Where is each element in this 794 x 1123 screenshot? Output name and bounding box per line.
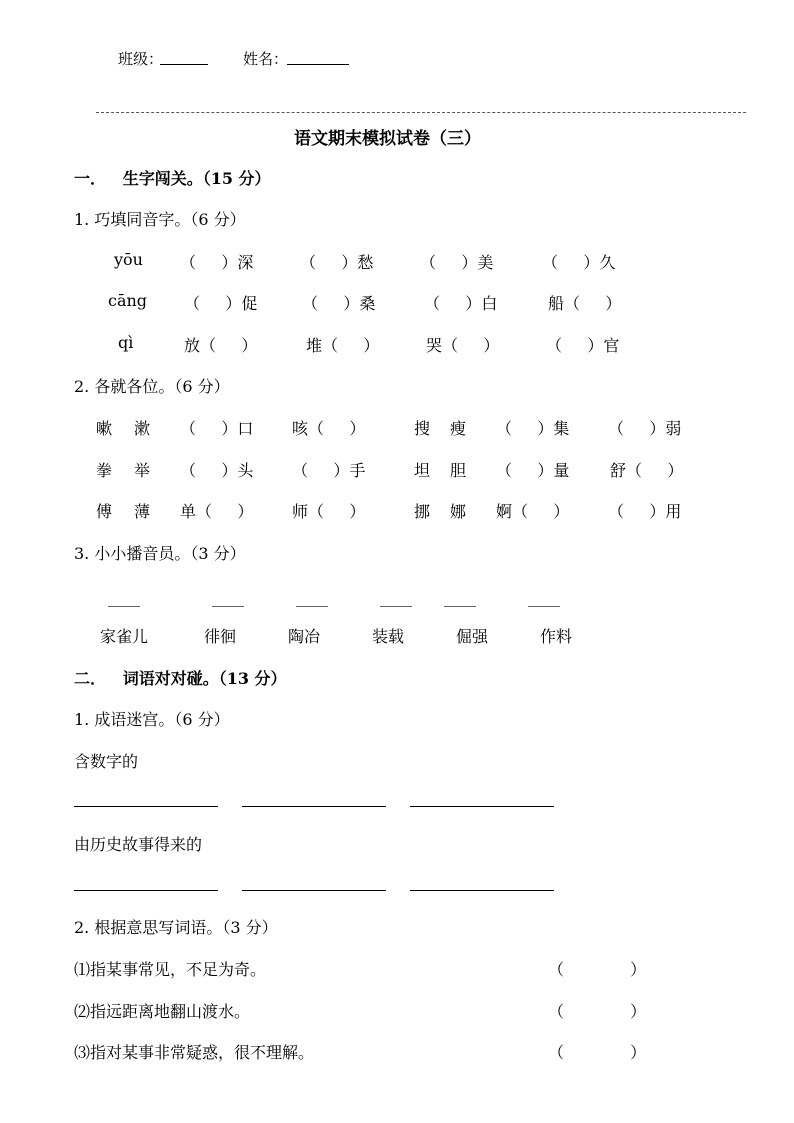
q1-cell[interactable]: 堆（ ） [306, 336, 380, 355]
class-label: 班级： [118, 50, 164, 68]
q2-char: 漱 [134, 419, 151, 438]
pinyin-blank[interactable]: ____ [212, 588, 244, 607]
idiom-answer-line[interactable] [410, 806, 554, 807]
q2-cell[interactable]: 舒（ ） [610, 461, 684, 480]
pinyin-cang: cāng [108, 291, 148, 310]
q2-heading: 2. 各就各位。（6 分） [74, 377, 230, 396]
s2-q2-heading: 2. 根据意思写词语。（3 分） [74, 918, 278, 937]
q2-char: 坦 [414, 461, 431, 480]
q3-word: 作料 [540, 627, 573, 646]
name-blank[interactable] [287, 64, 349, 65]
q2-char: 胆 [450, 461, 467, 480]
pinyin-blank[interactable]: ____ [108, 588, 140, 607]
section2-heading: 二． 词语对对碰。（13 分） [74, 669, 287, 688]
s2-q1-heading: 1. 成语迷宫。（6 分） [74, 710, 230, 729]
q2-char: 挪 [414, 502, 431, 521]
pinyin-blank[interactable]: ____ [380, 588, 412, 607]
q2-cell[interactable]: 咳（ ） [292, 419, 366, 438]
q2-char: 娜 [450, 502, 467, 521]
q1-cell[interactable]: 船（ ） [548, 294, 622, 313]
idiom-answer-line[interactable] [242, 806, 386, 807]
q2-char: 嗽 [96, 419, 113, 438]
q1-cell[interactable]: （ ）白 [424, 294, 498, 313]
q1-cell[interactable]: 放（ ） [184, 336, 258, 355]
answer-paren[interactable]: （ ） [548, 960, 647, 979]
q2-char: 薄 [134, 502, 151, 521]
q2-char: 拳 [96, 461, 113, 480]
q2-char: 傅 [96, 502, 113, 521]
class-blank[interactable] [160, 64, 208, 65]
answer-paren[interactable]: （ ） [548, 1002, 647, 1021]
idiom-answer-line[interactable] [242, 890, 386, 891]
q1-cell[interactable]: （ ）深 [180, 253, 254, 272]
q2-cell[interactable]: （ ）量 [496, 461, 570, 480]
q1-cell[interactable]: （ ）美 [420, 253, 494, 272]
q3-word: 徘徊 [204, 627, 237, 646]
pinyin-you: yōu [114, 250, 143, 269]
section1-heading: 一． 生字闯关。（15 分） [74, 169, 271, 188]
cat-numbers-label: 含数字的 [74, 752, 139, 771]
definition-item: ⑵指远距离地翻山渡水。 [74, 1002, 251, 1021]
q2-cell[interactable]: （ ）口 [180, 419, 254, 438]
q1-cell[interactable]: （ ）桑 [302, 294, 376, 313]
q3-word: 装载 [372, 627, 405, 646]
q2-char: 搜 [414, 419, 431, 438]
definition-item: ⑴指某事常见，不足为奇。 [74, 960, 267, 979]
pinyin-blank[interactable]: ____ [444, 588, 476, 607]
q2-cell[interactable]: 师（ ） [292, 502, 366, 521]
q2-cell[interactable]: 婀（ ） [496, 502, 570, 521]
q1-cell[interactable]: （ ）促 [184, 294, 258, 313]
definition-item: ⑶指对某事非常疑惑，很不理解。 [74, 1043, 315, 1062]
name-label: 姓名： [243, 50, 289, 68]
pinyin-blank[interactable]: ____ [528, 588, 560, 607]
q3-word: 倔强 [456, 627, 489, 646]
idiom-answer-line[interactable] [74, 806, 218, 807]
q2-cell[interactable]: （ ）集 [496, 419, 570, 438]
dashed-divider [96, 112, 746, 113]
q1-heading: 1. 巧填同音字。（6 分） [74, 210, 246, 229]
q1-cell[interactable]: （ ）久 [542, 253, 616, 272]
q2-char: 举 [134, 461, 151, 480]
q2-cell[interactable]: （ ）手 [292, 461, 366, 480]
q1-cell[interactable]: （ ）愁 [300, 253, 374, 272]
answer-paren[interactable]: （ ） [548, 1043, 647, 1062]
q2-cell[interactable]: （ ）弱 [608, 419, 682, 438]
page-title: 语文期末模拟试卷（三） [294, 129, 481, 149]
q3-word: 家雀儿 [100, 627, 149, 646]
pinyin-blank[interactable]: ____ [296, 588, 328, 607]
pinyin-qi: qì [118, 333, 134, 352]
q2-char: 瘦 [450, 419, 467, 438]
q3-word: 陶冶 [288, 627, 321, 646]
idiom-answer-line[interactable] [410, 890, 554, 891]
q2-cell[interactable]: 单（ ） [180, 502, 254, 521]
cat-history-label: 由历史故事得来的 [74, 835, 203, 854]
q2-cell[interactable]: （ ）头 [180, 461, 254, 480]
q2-cell[interactable]: （ ）用 [608, 502, 682, 521]
q1-cell[interactable]: （ ）官 [546, 336, 620, 355]
q1-cell[interactable]: 哭（ ） [426, 336, 500, 355]
idiom-answer-line[interactable] [74, 890, 218, 891]
q3-heading: 3. 小小播音员。（3 分） [74, 544, 246, 563]
